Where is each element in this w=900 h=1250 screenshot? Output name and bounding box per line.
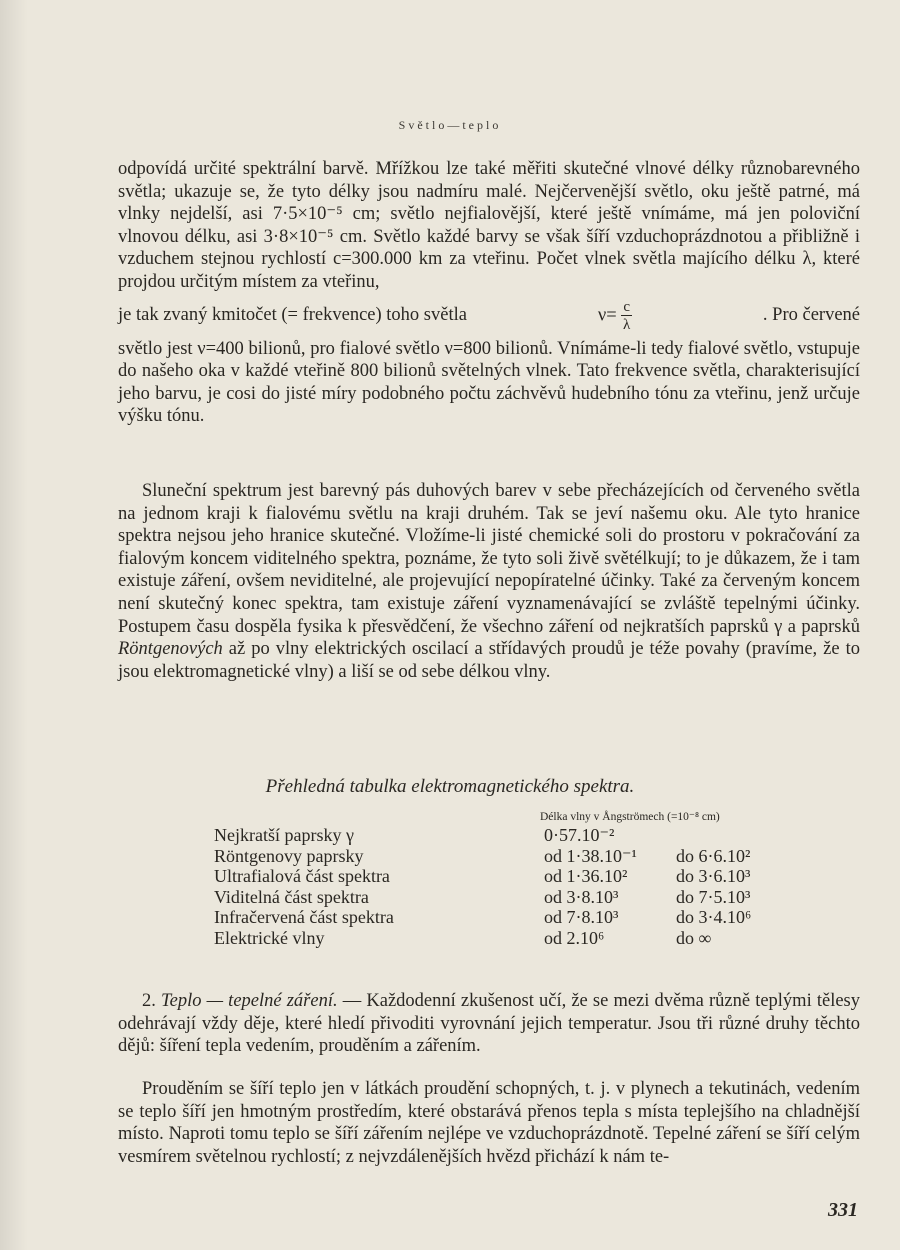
equation-symbol: ν=	[597, 304, 617, 325]
row-name: Infračervená část spektra	[214, 907, 394, 927]
table-row	[214, 928, 796, 949]
table-row	[214, 887, 796, 908]
paragraph-2-part-1: Sluneční spektrum jest barevný pás duhových barev v sebe přecházejících od červeného světla na jednom kraji k fialovému světlu na kraji druhém. Tak se jeví našemu oku. Ale tyto hranice spektra nejsou jeho hranice skutečné. Vložíme-li jisté chemické soli do prostoru v pokračování za fialovým koncem viditelného spektra, poznáme, že tyto soli živě světélkují; to je důkazem, že i tam existuje záření, ovšem neviditelné, ale projevující nepopíratelné účinky. Také za červeným koncem není skutečný konec spektra, tam existuje záření vyznamenávající se zvláště tepelnými účinky. Postupem času dospěla fysika k přesvědčení, že všechno záření od nejkratších paprsků γ a paprsků	[118, 481, 860, 637]
table-row	[214, 907, 796, 928]
running-head: Světlo—teplo	[398, 118, 502, 132]
row-name: Röntgenovy paprsky	[214, 845, 364, 866]
paragraph-2-italic: Röntgenových	[118, 639, 223, 660]
spectrum-table	[214, 825, 796, 948]
paragraph-4-text: Prouděním se šíří teplo jen v látkách proudění schopných, t. j. v plynech a tekutinách, vedením se teplo šíří jen hmotným prostředím, které obstarává přenos tepla s místa teplejšího na chladnější místo. Naproti tomu teplo se šíří zářením nejlépe ve vzduchoprázdnotě. Tepelné záření se šíří celým vesmírem světelnou rychlostí; z nejvzdálenějších hvězd přichází k nám te-	[118, 1079, 860, 1167]
row-name: Nejkratší paprsky γ	[214, 825, 354, 845]
section-heading: Teplo — tepelné záření.	[161, 991, 338, 1011]
row-to: do ∞	[676, 927, 712, 948]
equation-denominator: λ	[623, 316, 631, 333]
section-number: 2.	[142, 991, 156, 1011]
row-to: do 3·6.10³	[676, 866, 751, 886]
paragraph-3-body	[118, 990, 860, 1058]
paragraph-2	[118, 480, 860, 683]
row-from: od 3·8.10³	[544, 886, 619, 907]
table-title: Přehledná tabulka elektromagnetického spektra.	[265, 776, 635, 797]
equation-left-text: je tak zvaný kmitočet (= frekvence) toho světla	[118, 305, 467, 326]
paragraph-1-text-b: světlo jest ν=400 bilionů, pro fialové světlo ν=800 bilionů. Vnímáme-li tedy fialové světlo, vstupuje do našeho oka v každé vteřině 800 bilionů světelných vlnek. Tato frekvence světla, charakterisující jeho barvu, je cosi do jisté míry podobného počtu záchvěvů hudebního tónu za vteřinu, jenž určuje výšku tónu.	[118, 338, 860, 427]
row-from: od 7·8.10³	[544, 907, 619, 927]
frequency-equation	[598, 299, 632, 333]
equation-fraction	[621, 299, 632, 333]
table-row	[214, 846, 796, 867]
row-to	[676, 825, 796, 846]
row-from: od 1·38.10⁻¹	[544, 845, 637, 866]
row-to: do 6·6.10²	[676, 845, 751, 866]
row-name: Viditelná část spektra	[214, 886, 369, 907]
paragraph-2-part-2: až po vlny elektrických oscilací a střídavých proudů je téže povahy (pravíme, že to jsou elektromagnetické vlny) a liší se od sebe délkou vlny.	[118, 639, 860, 682]
paragraph-4	[118, 1078, 860, 1168]
row-name: Ultrafialová část spektra	[214, 866, 390, 886]
paragraph-1-text-a: odpovídá určité spektrální barvě. Mřížkou lze také měřiti skutečné vlnové délky různobarevného světla; ukazuje se, že tyto délky jsou nadmíru malé. Nejčervenější světlo, oku ještě patrné, má vlnky nejdelší, asi 7·5×10⁻⁵ cm; světlo nejfialovější, které ještě vnímáme, má jen poloviční vlnovou délku, asi 3·8×10⁻⁵ cm. Světlo každé barvy se však šíří vzduchoprázdnotou a přibližně i vzduchem stejnou rychlostí c=300.000 km za vteřinu. Počet vlnek světla majícího délku λ, které projdou určitým místem za vteřinu,	[118, 159, 860, 292]
frequency-equation-line	[118, 294, 860, 338]
row-from: 0·57.10⁻²	[544, 825, 615, 845]
table-row	[214, 825, 796, 846]
equation-right-text: . Pro červené	[762, 305, 860, 326]
table-column-header: Délka vlny v Ångströmech (=10⁻⁸ cm)	[540, 811, 720, 823]
table-row	[214, 866, 796, 887]
row-to: do 7·5.10³	[676, 886, 751, 907]
row-name: Elektrické vlny	[214, 927, 325, 948]
page-number: 331	[828, 1199, 858, 1221]
paragraph-3	[118, 990, 860, 1058]
paragraph-2-body	[118, 480, 860, 683]
row-from: od 2.10⁶	[544, 927, 605, 948]
paragraph-3-text: — Každodenní zkušenost učí, že se mezi dvěma různě teplými tělesy odehrávají vždy děje, které hledí přivoditi vyrovnání jejich temperatur. Jsou tři různé druhy těchto dějů: šíření tepla vedením, prouděním a zářením.	[118, 991, 860, 1057]
row-from: od 1·36.10²	[544, 866, 628, 886]
row-to: do 3·4.10⁶	[676, 907, 752, 927]
equation-numerator: c	[623, 298, 630, 315]
paragraph-1	[118, 158, 860, 428]
